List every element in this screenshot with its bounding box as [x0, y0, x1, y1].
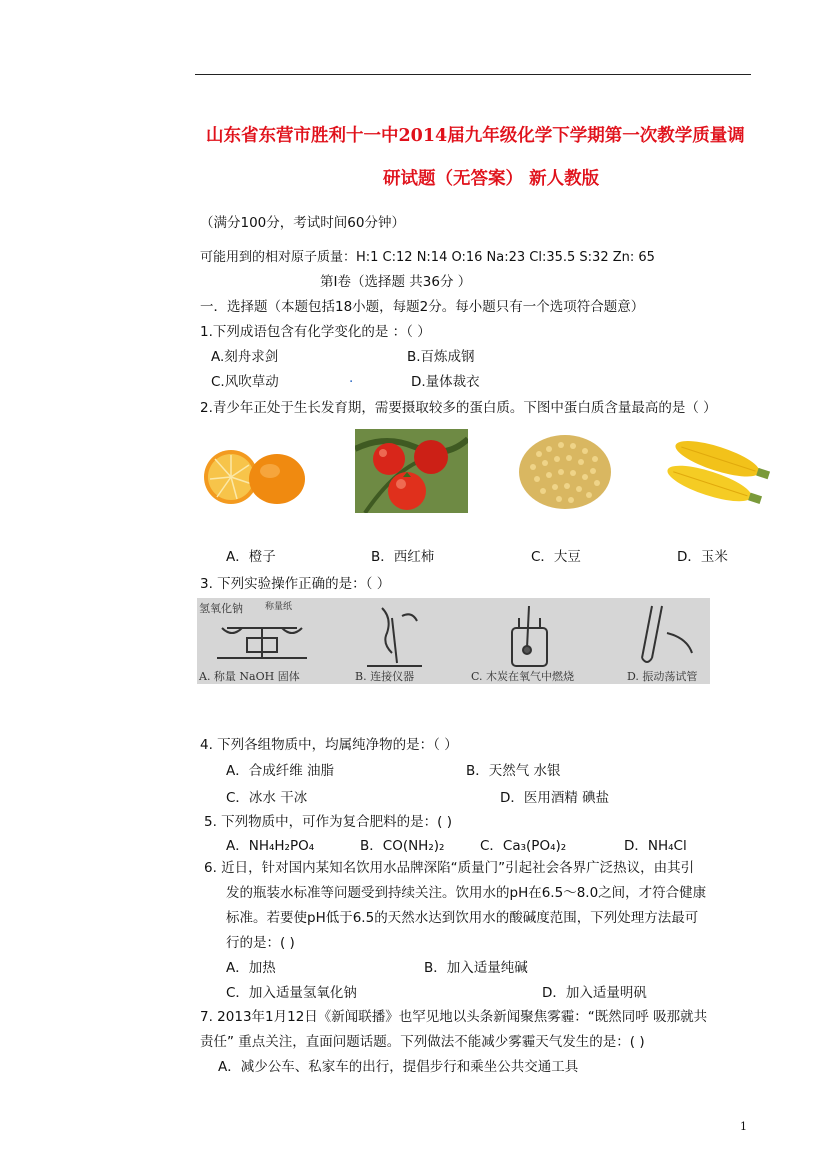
q6-line4: 行的是：( ) [226, 935, 295, 951]
q5-option-c: C．Ca₃(PO₄)₂ [480, 838, 567, 854]
header-rule [195, 74, 751, 75]
q7-line1: 7. 2013年1月12日《新闻联播》也罕见地以头条新闻聚焦雾霾：“既然同呼 吸那就共 [200, 1009, 708, 1025]
q1-option-d: D.量体裁衣 [411, 374, 480, 390]
fig-label-paper: 称量纸 [265, 602, 293, 612]
q1-option-c: C.风吹草动 [211, 374, 279, 390]
q1-option-a: A.刻舟求剑 [211, 349, 279, 365]
q7-option-a: A．减少公车、私家车的出行，提倡步行和乘坐公共交通工具 [218, 1059, 579, 1075]
soybean-image [509, 429, 622, 513]
fig-caption-a: A. 称量 NaOH 固体 [199, 670, 300, 683]
q7-line2: 责任” 重点关注，直面问题话题。下列做法不能减少雾霾天气发生的是：( ) [200, 1034, 645, 1050]
q6-option-b: B．加入适量纯碱 [424, 960, 528, 976]
q4-option-d: D．医用酒精 碘盐 [500, 790, 610, 806]
q6-line1: 6. 近日，针对国内某知名饮用水品牌深陷“质量门”引起社会各界广泛热议，由其引 [204, 860, 695, 876]
q4-option-b: B．天然气 水银 [466, 763, 561, 779]
page-number: 1 [740, 1120, 747, 1133]
fig-caption-c: C. 木炭在氧气中燃烧 [471, 670, 575, 683]
fig-label-naoh: 氢氧化钠 [199, 602, 243, 615]
q1-option-b: B.百炼成钢 [407, 349, 475, 365]
q2-option-d: D．玉米 [677, 549, 728, 565]
full-score-note: （满分100分，考试时间60分钟） [200, 215, 405, 231]
fig-caption-b: B. 连接仪器 [355, 670, 415, 683]
q4-option-c: C．冰水 干冰 [226, 790, 308, 806]
q2-stem: 2.青少年正处于生长发育期，需要摄取较多的蛋白质。下图中蛋白质含量最高的是（ ） [200, 400, 717, 416]
q1-stem: 1.下列成语包含有化学变化的是 ：（ ） [200, 324, 431, 340]
orange-image [197, 429, 310, 513]
fig-caption-d: D. 振动荡试管 [627, 670, 698, 683]
q2-option-c: C．大豆 [531, 549, 581, 565]
q4-option-a: A．合成纤维 油脂 [226, 763, 335, 779]
q5-option-b: B．CO(NH₂)₂ [360, 838, 445, 854]
lab-operations-figure [197, 598, 710, 684]
q2-option-a: A．橙子 [226, 549, 276, 565]
q5-option-a: A．NH₄H₂PO₄ [226, 838, 315, 854]
q4-stem: 4. 下列各组物质中，均属纯净物的是：（ ） [200, 737, 458, 753]
section-heading: 一．选择题（本题包括18小题，每题2分。每小题只有一个选项符合题意） [200, 299, 645, 315]
q6-line3: 标准。若要使pH低于6.5的天然水达到饮用水的酸碱度范围，下列处理方法最可 [226, 910, 699, 926]
q2-option-b: B．西红柿 [371, 549, 435, 565]
tomato-image [355, 429, 468, 513]
q6-option-c: C．加入适量氢氧化钠 [226, 985, 357, 1001]
q3-stem: 3. 下列实验操作正确的是：（ ） [200, 576, 391, 592]
q6-line2: 发的瓶装水标准等问题受到持续关注。饮用水的pH在6.5～8.0之间，才符合健康 [226, 885, 707, 901]
q5-stem: 5. 下列物质中，可作为复合肥料的是：( ) [204, 814, 452, 830]
doc-title-line1: 山东省东营市胜利十一中2014届九年级化学下学期第一次教学质量调 [206, 126, 745, 146]
q1-dot-mark: . [349, 370, 354, 386]
q6-option-d: D．加入适量明矾 [542, 985, 647, 1001]
doc-title-line2: 研试题（无答案） 新人教版 [383, 169, 600, 189]
q6-option-a: A．加热 [226, 960, 276, 976]
volume-heading: 第Ⅰ卷（选择题 共36分 ） [320, 274, 472, 290]
corn-image [661, 429, 772, 517]
atomic-mass-line: 可能用到的相对原子质量：H:1 C:12 N:14 O:16 Na:23 Cl:35.5 S:32 Zn: 65 [200, 250, 655, 265]
q5-option-d: D．NH₄Cl [624, 838, 687, 854]
